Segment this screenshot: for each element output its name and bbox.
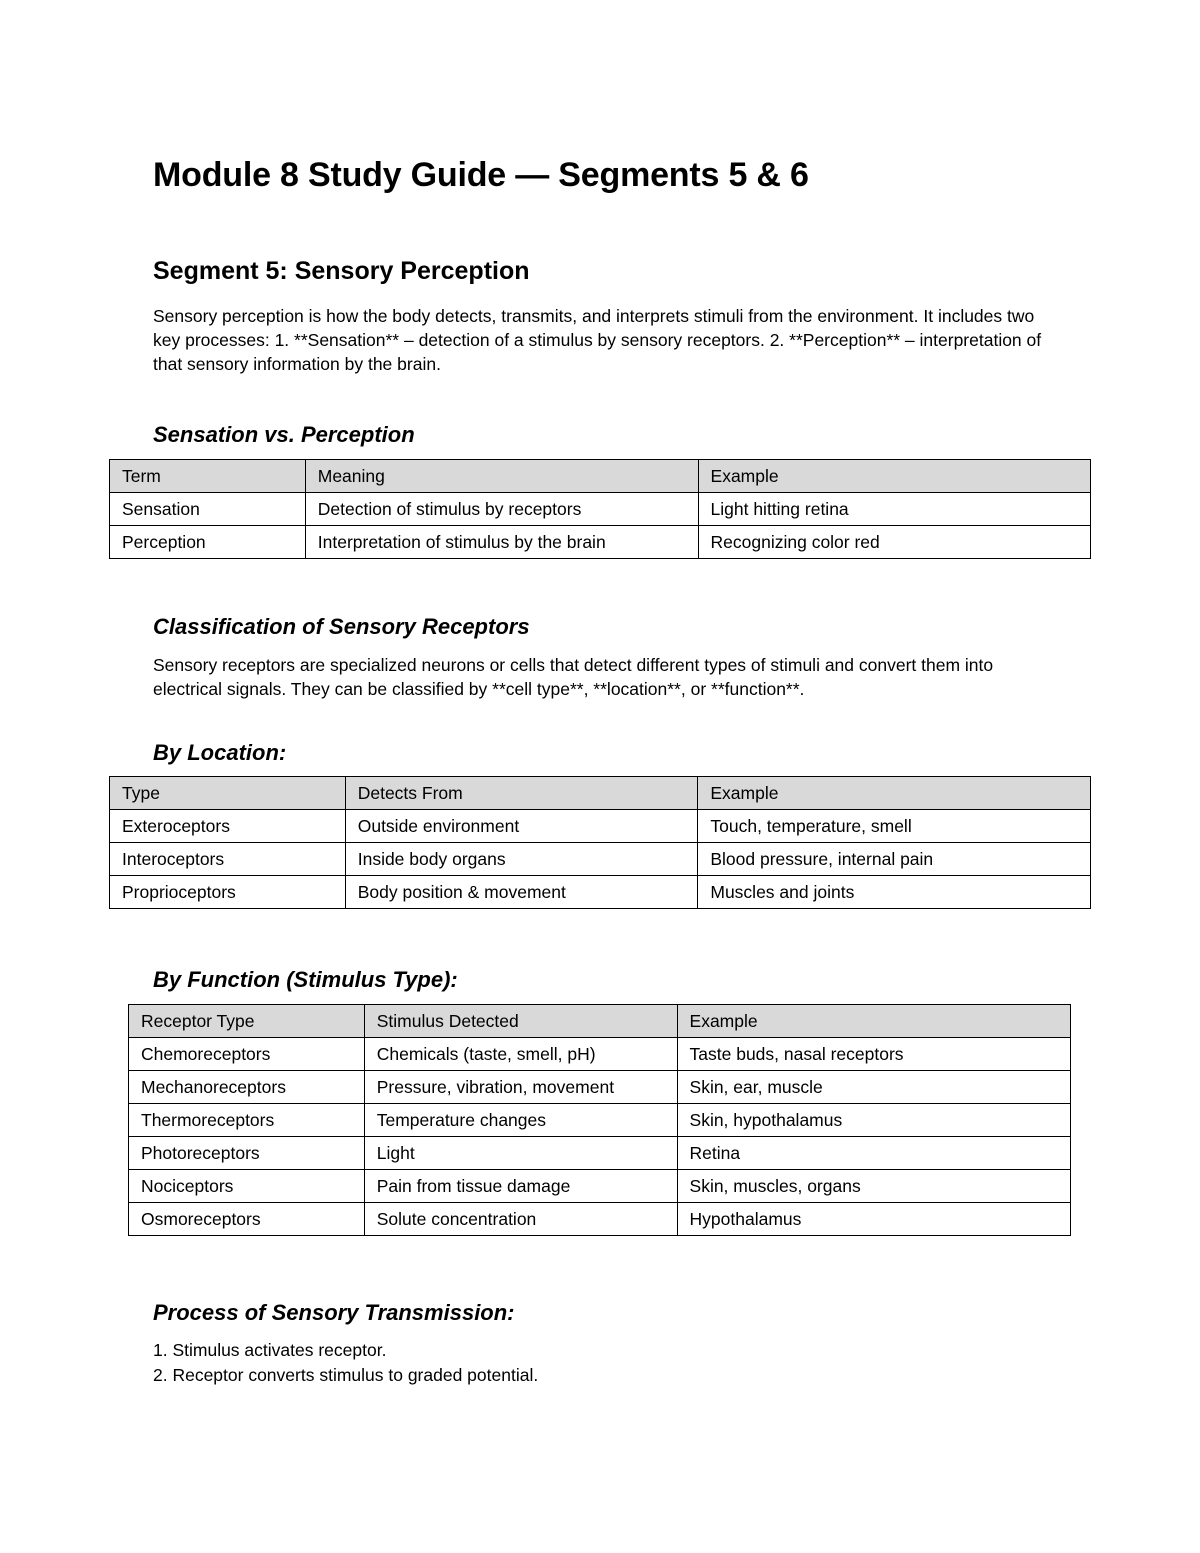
table-cell: Skin, hypothalamus	[677, 1104, 1070, 1137]
table-cell: Temperature changes	[364, 1104, 677, 1137]
table-cell: Hypothalamus	[677, 1203, 1070, 1236]
table-header-row	[110, 777, 1091, 810]
classification-text: Sensory receptors are specialized neurons or cells that detect different types of stimuli and convert them into electrical signals. They can be classified by **cell type**, **location**, or **function**.	[153, 655, 994, 699]
table-cell: Touch, temperature, smell	[698, 810, 1091, 843]
table-row	[110, 526, 1091, 559]
header-cell: Example	[698, 460, 1090, 493]
table-row	[129, 1137, 1071, 1170]
header-cell: Type	[110, 777, 346, 810]
list-item: 1. Stimulus activates receptor.	[153, 1340, 387, 1360]
header-cell: Term	[110, 460, 306, 493]
table-row	[129, 1104, 1071, 1137]
segment-5-intro: Sensory perception is how the body detects, transmits, and interprets stimuli from the environment. It includes two key processes: 1. **Sensation** – detection of a stimulus by sensory receptors. 2. **Perception** – interpretation of that sensory information by the brain.	[153, 306, 1042, 374]
table-cell: Interpretation of stimulus by the brain	[305, 526, 698, 559]
table-cell: Outside environment	[345, 810, 698, 843]
table-cell: Thermoreceptors	[129, 1104, 365, 1137]
table-cell: Pain from tissue damage	[364, 1170, 677, 1203]
table-row	[129, 1071, 1071, 1104]
header-cell: Detects From	[345, 777, 698, 810]
table-cell: Light	[364, 1137, 677, 1170]
table-cell: Solute concentration	[364, 1203, 677, 1236]
by-location-table	[109, 776, 1091, 909]
header-cell: Receptor Type	[129, 1005, 365, 1038]
transmission-heading: Process of Sensory Transmission:	[153, 1300, 515, 1325]
table-cell: Taste buds, nasal receptors	[677, 1038, 1070, 1071]
transmission-steps	[153, 1338, 538, 1388]
table-header-row	[110, 460, 1091, 493]
table-cell: Light hitting retina	[698, 493, 1090, 526]
header-cell: Meaning	[305, 460, 698, 493]
header-cell: Example	[677, 1005, 1070, 1038]
by-location-heading: By Location:	[153, 740, 287, 765]
table-row	[110, 810, 1091, 843]
table-cell: Retina	[677, 1137, 1070, 1170]
table-row	[110, 843, 1091, 876]
table-cell: Interoceptors	[110, 843, 346, 876]
table-cell: Proprioceptors	[110, 876, 346, 909]
table-cell: Chemicals (taste, smell, pH)	[364, 1038, 677, 1071]
table-cell: Recognizing color red	[698, 526, 1090, 559]
table-cell: Muscles and joints	[698, 876, 1091, 909]
table-header-row	[129, 1005, 1071, 1038]
table-cell: Blood pressure, internal pain	[698, 843, 1091, 876]
list-item: 2. Receptor converts stimulus to graded potential.	[153, 1365, 539, 1385]
table-cell: Detection of stimulus by receptors	[305, 493, 698, 526]
by-function-table	[128, 1004, 1071, 1236]
classification-heading: Classification of Sensory Receptors	[153, 614, 530, 639]
table-cell: Body position & movement	[345, 876, 698, 909]
table-cell: Sensation	[110, 493, 306, 526]
header-cell: Stimulus Detected	[364, 1005, 677, 1038]
table-cell: Osmoreceptors	[129, 1203, 365, 1236]
table-cell: Pressure, vibration, movement	[364, 1071, 677, 1104]
table-cell: Skin, ear, muscle	[677, 1071, 1070, 1104]
by-function-heading: By Function (Stimulus Type):	[153, 967, 458, 992]
table-cell: Nociceptors	[129, 1170, 365, 1203]
table-row	[110, 493, 1091, 526]
sensation-vs-perception-table	[109, 459, 1091, 559]
table-cell: Mechanoreceptors	[129, 1071, 365, 1104]
table-row	[129, 1038, 1071, 1071]
sensation-vs-perception-heading: Sensation vs. Perception	[153, 422, 415, 447]
table-cell: Perception	[110, 526, 306, 559]
header-cell: Example	[698, 777, 1091, 810]
segment-5-heading: Segment 5: Sensory Perception	[153, 257, 530, 285]
table-cell: Chemoreceptors	[129, 1038, 365, 1071]
table-cell: Exteroceptors	[110, 810, 346, 843]
table-row	[110, 876, 1091, 909]
table-row	[129, 1170, 1071, 1203]
table-cell: Photoreceptors	[129, 1137, 365, 1170]
table-cell: Skin, muscles, organs	[677, 1170, 1070, 1203]
table-row	[129, 1203, 1071, 1236]
table-cell: Inside body organs	[345, 843, 698, 876]
page-title: Module 8 Study Guide — Segments 5 & 6	[153, 156, 809, 194]
